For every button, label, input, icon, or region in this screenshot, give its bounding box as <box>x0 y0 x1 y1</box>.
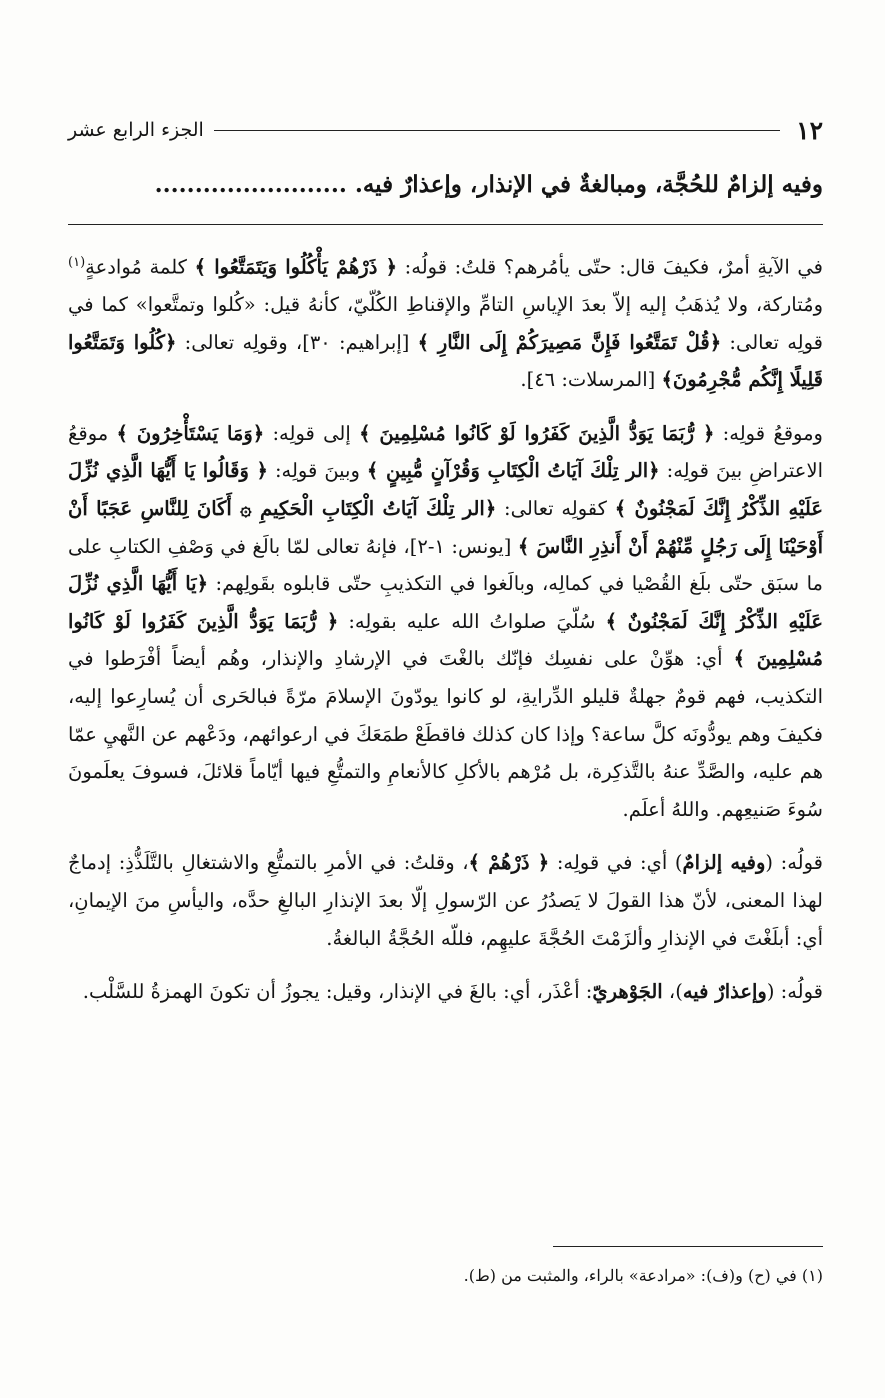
quran-quote: ﴿ ذَرْهُمْ ﴾ <box>468 851 550 875</box>
text-segment: كقولِه تعالى: <box>496 497 615 521</box>
quran-quote: ﴿الر تِلْكَ آيَاتُ الْكِتَابِ وَقُرْآنٍ مُّبِينٍ ﴾ <box>366 459 660 483</box>
paragraph <box>68 844 823 957</box>
text-segment: ، وقلتُ: في الأمرِ بالتمتُّعِ والاشتغالِ بالتَّلَذُّذِ: إدماجٌ لهذا المعنى، لأنّ هذا القولَ لا يَصدُرُ عن الرّسولِ إلّا بعدَ الإنذارِ البالغِ حدَّه، واليأسِ منَ الإيمانِ، أي: أبلَغْتَ في الإنذارِ وألزَمْتَ الحُجَّةَ عليهِم، فللّه الحُجَّةُ البالغةُ. <box>68 851 823 950</box>
quran-quote: ﴿ ذَرْهُمْ يَأْكُلُوا وَيَتَمَتَّعُوا ﴾ <box>194 255 398 279</box>
text-segment: في الآيةِ أمرٌ، فكيفَ قال: حتّى يأمُرهم؟ قلتُ: قولُه: <box>397 255 823 279</box>
text-segment: وموقعُ قولِه: <box>714 421 823 445</box>
quran-quote: ﴿كُلُوا وَتَمَتَّعُوا قَلِيلًا إِنَّكُم مُّجْرِمُونَ﴾ <box>68 330 823 392</box>
footnote: (١) في (ح) و(ف): «مرادعة» بالراء، والمثبت من (ط). <box>463 1266 823 1285</box>
text-segment: كلمة مُوادعةٍ <box>85 255 195 279</box>
quran-quote: ﴿ رُّبَمَا يَوَدُّ الَّذِينَ كَفَرُوا لَوْ كَانُوا مُسْلِمِينَ ﴾ <box>359 421 715 445</box>
matn-line: وفيه إلزامٌ للحُجَّة، ومبالغةٌ في الإنذار، وإعذارٌ فيه. ........................ <box>154 171 823 198</box>
quran-quote: ﴿قُلْ تَمَتَّعُوا فَإِنَّ مَصِيرَكُمْ إِلَى النَّارِ ﴾ <box>417 330 722 354</box>
text-segment: [يونس: ١-٢]، فإنهُ تعالى لمّا بالَغ في وَصْفِ الكتابِ على ما سبَق حتّى بلَغ القُصْيا في كمالِه، وبالَغوا في التكذيبِ حتّى قابلوه بقَولِهم: <box>68 534 824 596</box>
page-header <box>68 112 823 148</box>
footnote-marker: (١) <box>68 255 86 270</box>
bold-term: وإعذارٌ فيه <box>682 980 767 1004</box>
paragraph <box>68 244 823 399</box>
matn-divider <box>68 224 823 225</box>
text-segment: قولُه: ( <box>765 851 823 875</box>
running-title: الجزء الرابع عشر <box>68 119 204 141</box>
text-segment: )، <box>662 980 683 1004</box>
text-segment: قولُه: ( <box>766 980 823 1004</box>
text-segment: وبينَ قولِه: <box>267 459 367 483</box>
bold-term: وفيه إلزامٌ <box>682 851 766 875</box>
quran-quote: ﴿ رُّبَمَا يَوَدُّ الَّذِينَ كَفَرُوا لَوْ كَانُوا مُسْلِمِينَ ﴾ <box>68 609 823 671</box>
text-segment: موقعُ الاعتراضِ بينَ قولِه: <box>68 421 823 483</box>
text-segment: ) أي: في قولِه: <box>549 851 683 875</box>
text-segment: : أعْذَر، أي: بالغَ في الإنذار، وقيل: يجوزُ أن تكونَ الهمزةُ للسَّلْب. <box>82 980 593 1004</box>
quran-quote: ﴿ وَقَالُوا يَا أَيُّهَا الَّذِي نُزِّلَ عَلَيْهِ الذِّكْرُ إِنَّكَ لَمَجْنُونٌ ﴾ <box>68 459 823 521</box>
text-segment: ومُتاركة، ولا يُذهَبُ إليه إلاّ بعدَ الإياسِ التامِّ والإقناطِ الكُلّيّ، كأنهُ قيل: «كُلوا وتمتَّعوا» كما في قولِه تعالى: <box>68 293 823 354</box>
header-rule <box>214 130 780 131</box>
quran-quote: ﴿وَمَا يَسْتَأْخِرُونَ ﴾ <box>116 421 265 445</box>
text-segment: [المرسلات: ٤٦]. <box>520 368 662 392</box>
text-segment: سُلّيَ صلواتُ الله عليه بقولِه: <box>338 609 606 633</box>
text-segment: أي: هوِّنْ على نفسِك فإنّك بالغْتَ في الإرشادِ والإنذار، وهُم أيضاً أفْرَطوا في التكذيب، فهم قومٌ جهلةٌ قليلو الدِّرايةِ، لو كانوا يودّونَ الإسلامَ مرّةً فبالحَرى أن يُسارِعوا إليه، فكيفَ وهم يودُّونَه كلَّ ساعة؟ وإذا كان كذلك فاقطَعْ طمَعَكَ في ارعوائهم، ودَعْهم عن النَّهيِ عمّا هم عليه، والصَّدِّ عنهُ بالتَّذكِرة، بل مُرْهم بالأكلِ كالأنعامِ والتمتُّعِ فيها أيّاماً قلائلَ، فسوفَ يعلَمونَ سُوءَ صَنيعِهم. واللهُ أعلَم. <box>68 647 823 821</box>
quran-quote: ﴿الر تِلْكَ آيَاتُ الْكِتَابِ الْحَكِيمِ ۞ أَكَانَ لِلنَّاسِ عَجَبًا أَنْ أَوْحَيْنَا إِلَى رَجُلٍ مِّنْهُمْ أَنْ أَنذِرِ النَّاسَ ﴾ <box>68 497 824 558</box>
text-segment: إلى قولِه: <box>264 421 360 445</box>
paragraph <box>68 973 823 1011</box>
paragraph <box>68 415 823 829</box>
bold-term: الجَوْهريّ <box>592 980 663 1004</box>
footnote-divider <box>553 1246 823 1247</box>
commentary-body <box>68 244 823 1011</box>
text-segment: [إبراهيم: ٣٠]، وقولِه تعالى: <box>176 330 418 354</box>
quran-quote: ﴿يَا أَيُّهَا الَّذِي نُزِّلَ عَلَيْهِ الذِّكْرُ إِنَّكَ لَمَجْنُونٌ ﴾ <box>68 572 823 633</box>
page-number: ١٢ <box>796 115 823 145</box>
